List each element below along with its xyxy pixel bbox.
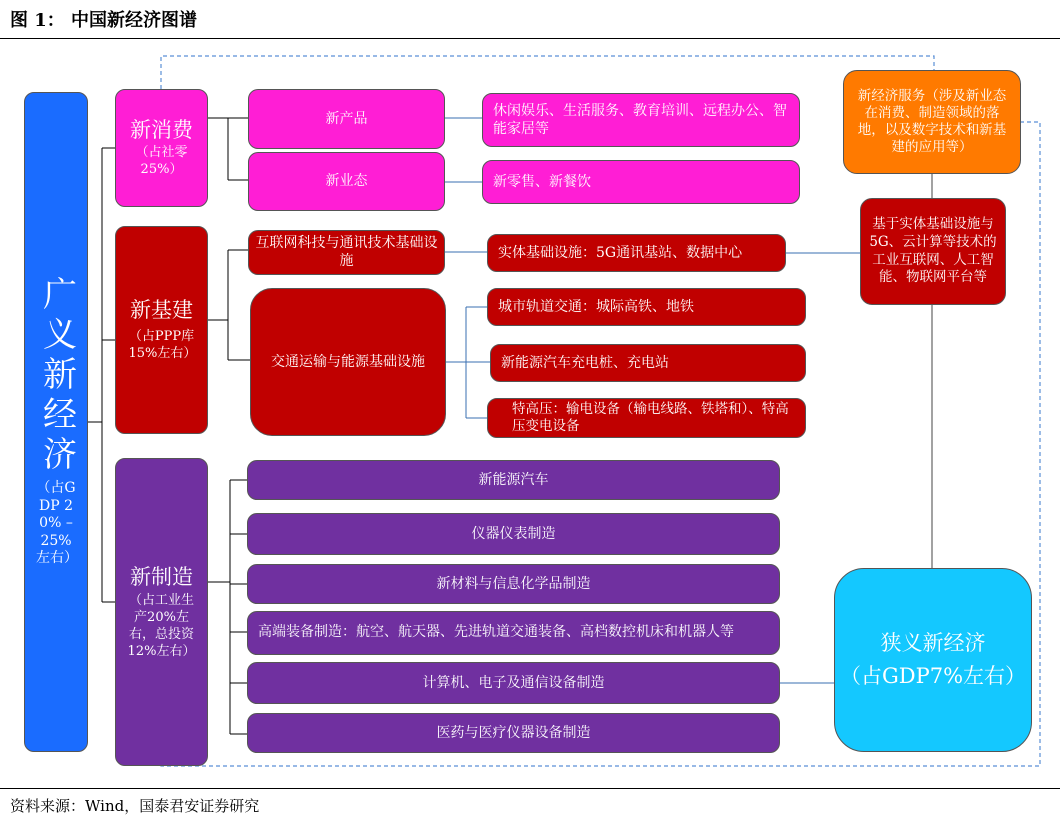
- new-product-label: 新产品: [325, 110, 368, 127]
- new-product-detail: 休闲娱乐、生活服务、教育培训、远程办公、智能家居等: [493, 102, 787, 137]
- mfg-item-medical: [247, 713, 780, 753]
- platforms-text: 基于实体基础设施与5G、云计算等技术的工业互联网、人工智能、物联网平台等: [869, 216, 997, 286]
- new-economy-services-box: [843, 70, 1021, 174]
- transport-energy-label: 交通运输与能源基础设施: [271, 353, 425, 370]
- mfg-item-label: 医药与医疗仪器设备制造: [436, 724, 591, 741]
- mfg-item-materials: [247, 564, 780, 604]
- platforms-box: [860, 198, 1006, 305]
- broad-new-economy-box: [24, 92, 88, 752]
- physical-infra-detail: 实体基础设施：5G通讯基站、数据中心: [498, 244, 743, 261]
- services-text: 新经济服务（涉及新业态在消费、制造领域的落地，以及数字技术和新基建的应用等）: [857, 88, 1007, 155]
- figure-title: 图 1： 中国新经济图谱: [10, 10, 198, 31]
- charging-box: [490, 344, 806, 382]
- new-manufacturing-box: [115, 458, 208, 766]
- mfg-item-label: 计算机、电子及通信设备制造: [422, 674, 605, 691]
- infrastructure-sub: （占PPP库15%左右）: [128, 328, 197, 361]
- physical-infra-box: [487, 234, 786, 272]
- new-format-detail-box: [482, 160, 800, 204]
- new-infrastructure-box: [115, 226, 208, 434]
- new-format-label: 新业态: [325, 173, 368, 190]
- new-format-detail: 新零售、新餐饮: [493, 173, 591, 190]
- internet-infra-box: [248, 230, 445, 275]
- mfg-item-nev: [247, 460, 780, 500]
- mfg-item-label: 新材料与信息化学品制造: [436, 575, 591, 592]
- urban-rail-box: [487, 288, 806, 326]
- mfg-item-instruments: [247, 513, 780, 555]
- new-consumption-box: [115, 89, 208, 207]
- internet-infra-label: 互联网科技与通讯技术基础设施: [255, 235, 438, 269]
- bottom-rule: [0, 788, 1060, 789]
- narrow-sub: （占GDP7%左右）: [839, 664, 1027, 688]
- transport-energy-box: [250, 288, 446, 436]
- uhv-box: [487, 398, 806, 438]
- new-product-detail-box: [482, 93, 800, 147]
- mfg-item-label: 仪器仪表制造: [471, 525, 556, 542]
- mfg-item-label: 新能源汽车: [478, 471, 549, 488]
- uhv-detail: 特高压：输电设备（输电线路、铁塔和）、特高压变电设备: [512, 401, 789, 434]
- broad-label: 广义新经济: [36, 276, 77, 477]
- broad-sub: （占GDP 20% – 25% 左右）: [36, 480, 78, 567]
- narrow-new-economy-box: [834, 568, 1032, 752]
- mfg-item-high-end: [247, 611, 780, 655]
- manufacturing-title: 新制造: [130, 564, 193, 589]
- source-note: 资料来源：Wind，国泰君安证券研究: [10, 797, 260, 815]
- narrow-title: 狭义新经济: [880, 630, 986, 655]
- urban-rail-detail: 城市轨道交通：城际高铁、地铁: [498, 298, 694, 315]
- mfg-item-computers: [247, 662, 780, 704]
- consumption-sub: （占社零25%）: [135, 144, 188, 177]
- consumption-title: 新消费: [130, 118, 193, 143]
- infrastructure-title: 新基建: [130, 298, 193, 323]
- new-format-box: [248, 152, 445, 211]
- mfg-item-label: 高端装备制造：航空、航天器、先进轨道交通装备、高档数控机床和机器人等: [258, 624, 734, 641]
- new-product-box: [248, 89, 445, 149]
- charging-detail: 新能源汽车充电桩、充电站: [501, 354, 669, 371]
- manufacturing-sub: （占工业生产20%左右，总投资12%左右）: [127, 592, 196, 659]
